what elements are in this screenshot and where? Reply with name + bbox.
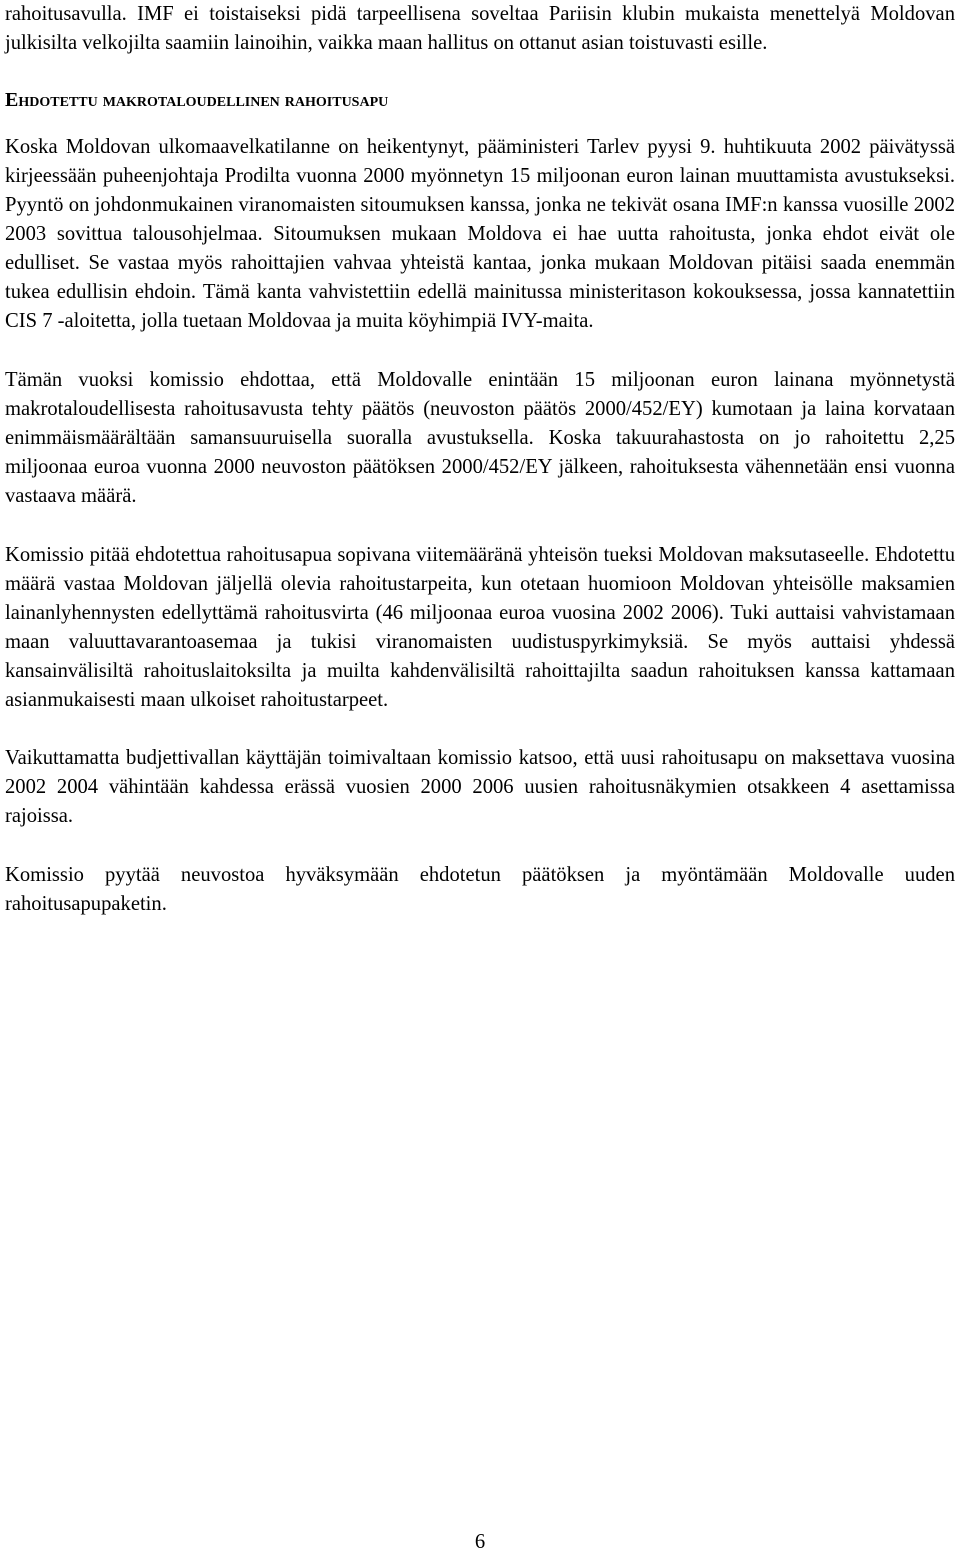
paragraph-1: Koska Moldovan ulkomaavelkatilanne on heikentynyt, pääministeri Tarlev pyysi 9. huhtikuuta 2002 päivätyssä kirjeessään puheenjohtaja Prodilta vuonna 2000 myönnetyn 15 miljoonan euron lainan muuttamista avustukseksi. Pyyntö on johdonmukainen viranomaisten sitoumuksen kanssa, jonka ne tekivät osana IMF:n kanssa vuosille 2002 2003 sovittua talousohjelmaa. Sitoumuksen mukaan Moldova ei hae uutta rahoitusta, jonka ehdot eivät ole edulliset. Se vastaa myös rahoittajien vahvaa yhteistä kantaa, jonka mukaan Moldovan pitäisi saada enemmän tukea edullisin ehdoin. Tämä kanta vahvistettiin edellä mainitussa ministeritason kokouksessa, jossa kannatettiin CIS 7 -aloitetta, jolla tuetaan Moldovaa ja muita köyhimpiä IVY-maita. — [5, 136, 955, 332]
document-page — [5, 0, 955, 919]
paragraph-3: Komissio pitää ehdotettua rahoitusapua sopivana viitemääränä yhteisön tueksi Moldovan maksutaseelle. Ehdotettu määrä vastaa Moldovan jäljellä olevia rahoitustarpeita, kun otetaan huomioon Moldovan yhteisölle maksamien lainanlyhennysten edellyttämä rahoitusvirta (46 miljoonaa euroa vuosina 2002 2006). Tuki auttaisi vahvistamaan maan valuuttavarantoasemaa ja tukisi viranomaisten uudistuspyrkimyksiä. Se myös auttaisi yhdessä kansainvälisiltä rahoituslaitoksilta ja muilta kahdenvälisiltä rahoittajilta saadun rahoituksen kanssa kattamaan asianmukaisesti maan ulkoiset rahoitustarpeet. — [5, 544, 955, 711]
page-number: 6 — [474, 1531, 486, 1553]
intro-paragraph: rahoitusavulla. IMF ei toistaiseksi pidä tarpeellisena soveltaa Pariisin klubin mukaista menettelyä Moldovan julkisilta velkojilta saamiin lainoihin, vaikka maan hallitus on ottanut asian toistuvasti esille. — [5, 3, 955, 54]
section-heading: Ehdotettu makrotaloudellinen rahoitusapu — [5, 89, 389, 111]
paragraph-5: Komissio pyytää neuvostoa hyväksymään ehdotetun päätöksen ja myöntämään Moldovalle uuden rahoitusapupaketin. — [5, 864, 955, 915]
paragraph-4: Vaikuttamatta budjettivallan käyttäjän toimivaltaan komissio katsoo, että uusi rahoitusapu on maksettava vuosina 2002 2004 vähintään kahdessa erässä vuosien 2000 2006 uusien rahoitusnäkymien otsakkeen 4 asettamissa rajoissa. — [5, 747, 955, 827]
paragraph-2: Tämän vuoksi komissio ehdottaa, että Moldovalle enintään 15 miljoonan euron lainana myönnetystä makrotaloudellisesta rahoitusavusta tehty päätös (neuvoston päätös 2000/452/EY) kumotaan ja laina korvataan enimmäismäärältään samansuuruisella suoralla avustuksella. Koska takuurahastosta on jo rahoitettu 2,25 miljoonaa euroa vuonna 2000 neuvoston päätöksen 2000/452/EY jälkeen, rahoituksesta vähennetään ensi vuonna vastaava määrä. — [5, 369, 955, 507]
